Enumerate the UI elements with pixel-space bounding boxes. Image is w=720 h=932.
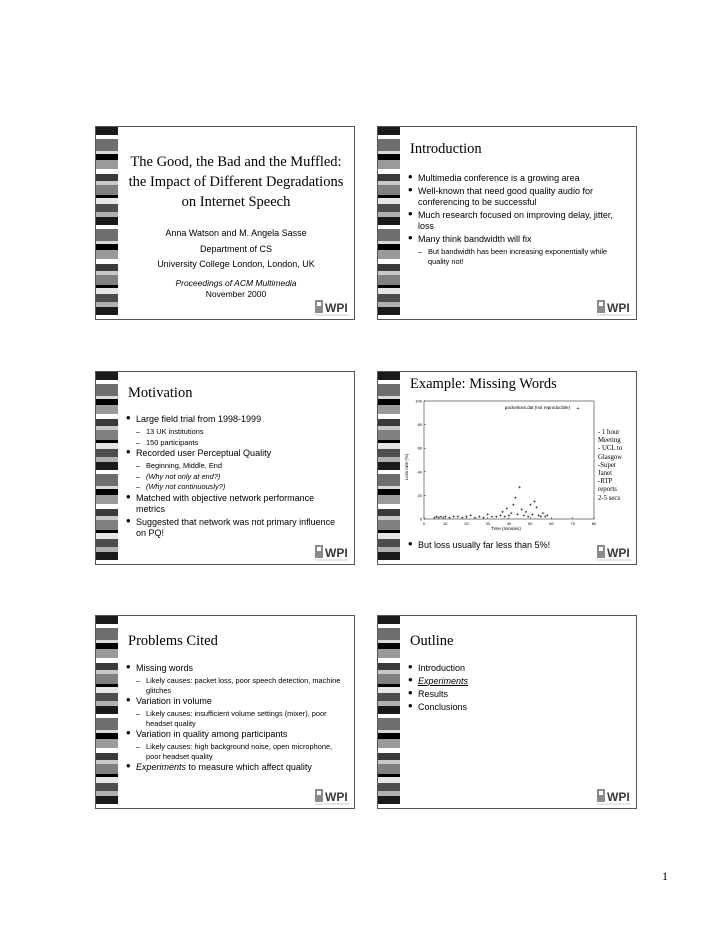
decor-stripe — [96, 753, 118, 760]
decor-stripe — [378, 204, 400, 212]
sub-bullet-item: – 150 participants — [126, 438, 340, 448]
bullet-list — [408, 540, 598, 553]
decor-stripe — [96, 796, 118, 804]
wpi-logo — [314, 543, 350, 561]
x-tick-label: 50 — [528, 521, 533, 526]
data-point — [495, 515, 497, 517]
decor-stripe — [96, 430, 118, 440]
decor-stripe — [96, 693, 118, 701]
sub-bullet-item: – But bandwidth has been increasing exponentially while quality not! — [408, 247, 630, 266]
decor-stripe — [96, 539, 118, 547]
decor-stripe — [378, 628, 400, 640]
y-axis-label: Loss rate (%) — [404, 453, 409, 481]
bullet-item: • Multimedia conference is a growing area — [408, 173, 630, 184]
decor-stripe — [96, 160, 118, 169]
data-point — [538, 514, 540, 516]
decor-stripe — [378, 718, 400, 730]
decor-stripe — [96, 663, 118, 670]
decor-stripe — [96, 250, 118, 259]
decor-stripe — [96, 706, 118, 714]
slide-decor-bar — [378, 616, 400, 808]
chart-note-line: Meeting — [598, 437, 621, 445]
svg-text:WPI: WPI — [607, 546, 630, 560]
data-point — [501, 511, 503, 513]
bullet-list — [126, 663, 344, 775]
decor-stripe — [378, 229, 400, 241]
y-tick-label: 80 — [417, 422, 422, 428]
decor-stripe — [378, 405, 400, 414]
svg-text:WPI: WPI — [607, 790, 630, 804]
department: Department of CS — [199, 244, 273, 254]
slide-decor-bar — [96, 372, 118, 564]
decor-stripe — [96, 474, 118, 486]
decor-stripe — [378, 185, 400, 195]
chart-note-line: -Super — [598, 461, 617, 469]
y-tick-label: 0 — [419, 516, 422, 522]
sub-bullet-item: – (Why not only at end?) — [126, 472, 340, 482]
slide-title — [95, 126, 355, 320]
chart-note-line: -RTP — [598, 478, 613, 486]
slide-motivation — [95, 371, 355, 565]
decor-stripe — [378, 753, 400, 760]
decor-stripe — [96, 739, 118, 748]
y-tick-label: 60 — [417, 445, 422, 451]
decor-stripe — [96, 264, 118, 271]
decor-stripe — [96, 509, 118, 516]
outline-item: • Conclusions — [408, 702, 608, 713]
decor-stripe — [378, 739, 400, 748]
decor-stripe — [378, 764, 400, 774]
data-point — [544, 515, 546, 517]
x-tick-label: 80 — [591, 521, 597, 526]
outline-item: • Introduction — [408, 663, 608, 674]
sub-bullet-item: – Likely causes: high background noise, open microphone, poor headset quality — [126, 742, 344, 761]
decor-stripe — [96, 616, 118, 624]
sub-bullet-item: – (Why not continuously?) — [126, 482, 340, 492]
data-point — [453, 515, 455, 517]
y-tick-label: 40 — [417, 469, 422, 475]
decor-stripe — [96, 552, 118, 560]
decor-stripe — [96, 674, 118, 684]
decor-stripe — [378, 783, 400, 791]
decor-stripe — [96, 462, 118, 470]
wpi-logo — [596, 543, 632, 561]
data-point — [523, 514, 525, 516]
decor-stripe — [378, 796, 400, 804]
bullet-item: • Variation in quality among participants — [126, 729, 344, 740]
data-point — [440, 515, 442, 517]
data-point — [531, 513, 533, 515]
decor-stripe — [378, 616, 400, 624]
decor-stripe — [96, 764, 118, 774]
data-point — [542, 512, 544, 514]
bullet-list — [126, 414, 340, 541]
data-point — [540, 515, 542, 517]
paper-title: The Good, the Bad and the Muffled: the Impact of Different Degradations on Internet Speech — [128, 154, 344, 210]
slide-title-text: Motivation — [128, 385, 193, 401]
data-point — [448, 517, 450, 519]
data-point — [470, 514, 472, 516]
data-point — [457, 515, 459, 517]
decor-stripe — [96, 127, 118, 135]
y-tick-label: 100 — [415, 398, 422, 404]
decor-stripe — [378, 139, 400, 151]
decor-stripe — [378, 449, 400, 457]
decor-stripe — [96, 783, 118, 791]
data-point — [533, 500, 535, 502]
chart-legend: packetloss.dat (not reproducible) — [504, 405, 570, 410]
sub-bullet-item: – 13 UK institutions — [126, 427, 340, 437]
data-point — [438, 517, 440, 519]
data-point — [506, 507, 508, 509]
decor-stripe — [96, 718, 118, 730]
sub-bullet-item: – Beginning, Middle, End — [126, 461, 340, 471]
x-tick-label: 60 — [549, 521, 554, 526]
decor-stripe — [96, 185, 118, 195]
proceedings: Proceedings of ACM Multimedia — [175, 278, 297, 288]
decor-stripe — [96, 649, 118, 658]
bullet-item — [126, 762, 344, 773]
authors: Anna Watson and M. Angela Sasse — [165, 228, 307, 238]
bullet-item: • Well-known that need good quality audio for conferencing to be successful — [408, 186, 630, 208]
data-point — [514, 497, 516, 499]
bullet-text: to measure which affect quality — [186, 762, 312, 772]
decor-stripe — [378, 495, 400, 504]
decor-stripe — [96, 229, 118, 241]
wpi-logo — [596, 787, 632, 805]
svg-text:WPI: WPI — [325, 546, 348, 560]
x-tick-label: 0 — [422, 521, 426, 526]
decor-stripe — [378, 307, 400, 315]
slide-example-missing-words — [377, 371, 637, 565]
decor-stripe — [96, 139, 118, 151]
decor-stripe — [96, 449, 118, 457]
chart-note-line: 2-5 secs — [598, 494, 621, 502]
data-point — [465, 515, 467, 517]
y-tick-label: 20 — [417, 492, 422, 498]
wpi-logo — [314, 298, 350, 316]
decor-stripe — [378, 552, 400, 560]
decor-stripe — [378, 160, 400, 169]
bullet-item: • Much research focused on improving delay, jitter, loss — [408, 210, 630, 232]
slide-decor-bar — [378, 372, 400, 564]
plot-frame — [424, 401, 594, 519]
outline-item-current: • Experiments — [408, 676, 608, 687]
decor-stripe — [378, 462, 400, 470]
slide-title-text: Example: Missing Words — [410, 376, 557, 392]
data-point — [491, 515, 493, 517]
decor-stripe — [378, 706, 400, 714]
slide-title-text: Problems Cited — [128, 633, 218, 649]
data-point — [518, 486, 520, 488]
decor-stripe — [96, 419, 118, 426]
bullet-item: • Matched with objective network performance metrics — [126, 493, 340, 515]
data-point — [499, 514, 501, 516]
emphasis-text: Experiments — [136, 762, 187, 772]
decor-stripe — [378, 663, 400, 670]
decor-stripe — [378, 474, 400, 486]
decor-stripe — [378, 539, 400, 547]
decor-stripe — [96, 217, 118, 225]
data-point — [433, 517, 435, 519]
data-point — [529, 504, 531, 506]
decor-stripe — [378, 384, 400, 396]
data-point — [487, 513, 489, 515]
bullet-item: • Variation in volume — [126, 696, 344, 707]
packet-loss-chart — [402, 397, 602, 531]
data-point — [442, 517, 444, 519]
decor-stripe — [96, 384, 118, 396]
page-number: 1 — [662, 869, 668, 883]
svg-text:WPI: WPI — [607, 301, 630, 315]
bullet-item: • Many think bandwidth will fix — [408, 234, 630, 245]
x-tick-label: 70 — [570, 521, 575, 526]
decor-stripe — [378, 372, 400, 380]
x-tick-label: 40 — [506, 521, 512, 526]
data-point — [525, 511, 527, 513]
x-tick-label: 20 — [464, 521, 469, 526]
data-point — [527, 515, 529, 517]
data-point — [474, 517, 476, 519]
data-point — [444, 515, 446, 517]
decor-stripe — [378, 430, 400, 440]
chart-note-line: reports — [598, 486, 617, 494]
decor-stripe — [378, 174, 400, 181]
decor-stripe — [96, 405, 118, 414]
decor-stripe — [378, 127, 400, 135]
outline-list — [408, 663, 608, 715]
data-point — [521, 508, 523, 510]
date: November 2000 — [205, 289, 267, 299]
data-point — [478, 515, 480, 517]
decor-stripe — [378, 275, 400, 285]
data-point — [482, 517, 484, 519]
decor-stripe — [378, 294, 400, 302]
slide-introduction — [377, 126, 637, 320]
decor-stripe — [378, 250, 400, 259]
decor-stripe — [96, 628, 118, 640]
data-point — [535, 506, 537, 508]
chart-note-line: Glasgow — [598, 453, 623, 461]
data-point — [508, 514, 510, 516]
bullet-item: • Large field trial from 1998-1999 — [126, 414, 340, 425]
decor-stripe — [378, 264, 400, 271]
slide-title-text: Outline — [410, 633, 454, 649]
university: University College London, London, UK — [157, 259, 315, 269]
svg-text:WPI: WPI — [325, 301, 348, 315]
bullet-item: • But loss usually far less than 5%! — [408, 540, 598, 551]
decor-stripe — [96, 204, 118, 212]
decor-stripe — [378, 217, 400, 225]
data-point — [510, 512, 512, 514]
chart-note-line: - 1 hour — [598, 429, 620, 436]
slide-decor-bar — [96, 616, 118, 808]
data-point — [546, 514, 548, 516]
decor-stripe — [96, 520, 118, 530]
chart-note-line: Janet — [598, 470, 612, 478]
decor-stripe — [96, 307, 118, 315]
decor-stripe — [378, 520, 400, 530]
chart-note-line: - UCL to — [598, 445, 623, 453]
decor-stripe — [378, 649, 400, 658]
bullet-list — [408, 173, 630, 267]
bullet-item: • Recorded user Perceptual Quality — [126, 448, 340, 459]
legend-marker: + — [576, 406, 580, 412]
data-point — [512, 504, 514, 506]
decor-stripe — [378, 419, 400, 426]
data-point — [504, 515, 506, 517]
decor-stripe — [96, 372, 118, 380]
slide-outline — [377, 615, 637, 809]
decor-stripe — [378, 693, 400, 701]
bullet-item: • Missing words — [126, 663, 344, 674]
decor-stripe — [378, 674, 400, 684]
wpi-logo — [314, 787, 350, 805]
sub-bullet-item: – Likely causes: packet loss, poor speech detection, machine glitches — [126, 676, 344, 695]
sub-bullet-item: – Likely causes: insufficient volume settings (mixer), poor headset quality — [126, 709, 344, 728]
decor-stripe — [96, 174, 118, 181]
data-point — [516, 513, 518, 515]
slide-decor-bar — [96, 127, 118, 319]
decor-stripe — [96, 275, 118, 285]
slide-problems-cited — [95, 615, 355, 809]
slide-title-text: Introduction — [410, 141, 482, 157]
data-point — [461, 517, 463, 519]
outline-item: • Results — [408, 689, 608, 700]
svg-text:WPI: WPI — [325, 790, 348, 804]
data-point — [436, 515, 438, 517]
chart-notes — [598, 429, 636, 503]
decor-stripe — [378, 509, 400, 516]
x-tick-label: 30 — [485, 521, 490, 526]
decor-stripe — [96, 495, 118, 504]
x-tick-label: 10 — [443, 521, 448, 526]
x-axis-label: Time (minutes) — [491, 526, 521, 531]
wpi-logo — [596, 298, 632, 316]
bullet-item: • Suggested that network was not primary influence on PQ! — [126, 517, 340, 539]
slide-decor-bar — [378, 127, 400, 319]
decor-stripe — [96, 294, 118, 302]
